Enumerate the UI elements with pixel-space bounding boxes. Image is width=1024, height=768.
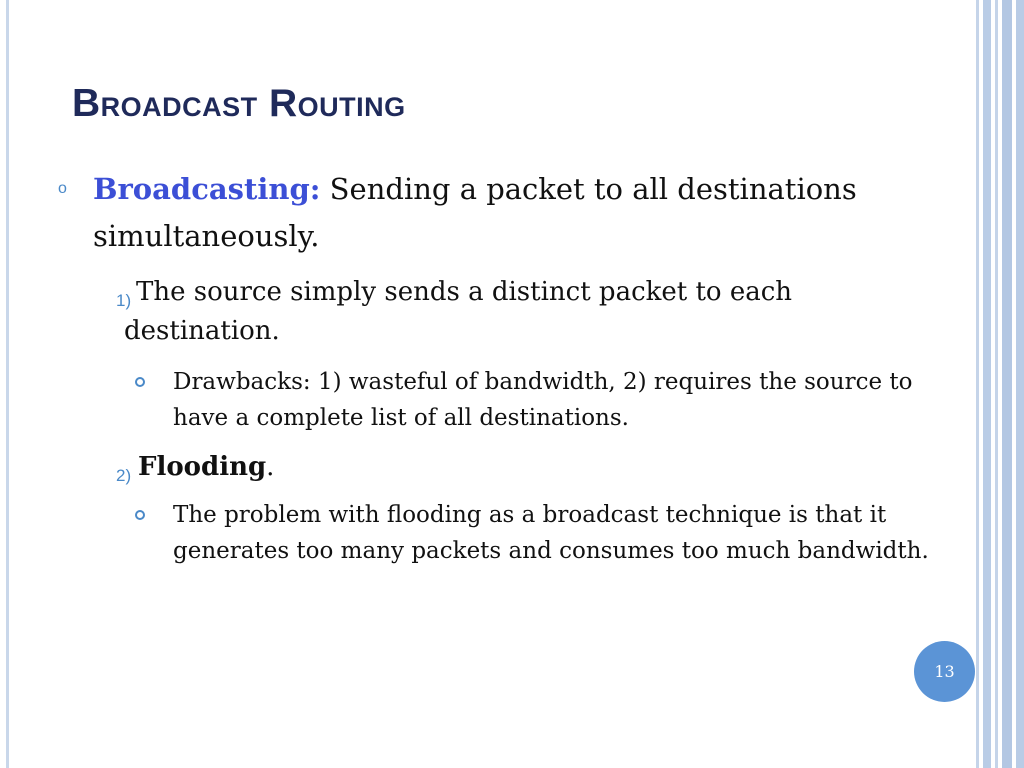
right-decor-stripe [995,0,998,768]
sub-bullet-drawbacks: Drawbacks: 1) wasteful of bandwidth, 2) requires the source to have a complete list of all destinations. [173,369,913,431]
page-number-badge: 13 [914,641,975,702]
period: . [266,452,275,482]
sub-bullet-flooding-problem: The problem with flooding as a broadcast technique is that it generates too many packets and consumes too much bandwidth. [173,502,929,564]
slide-title: Broadcast Routing [72,82,406,125]
numbered-item-2 [116,448,954,487]
ring-bullet-icon [135,377,145,387]
flooding-term: Flooding [138,452,267,482]
right-decor-stripe [983,0,991,768]
main-bullet-text: Sending a packet to all destinations simultaneously. [93,172,857,253]
item-number: 1) [116,291,132,310]
hollow-circle-bullet-icon: o [58,180,67,197]
right-decor-stripe [1016,0,1024,768]
left-border-rule [6,0,9,768]
right-decor-stripe [976,0,979,768]
numbered-item-1 [116,273,954,351]
right-decor-stripe [1002,0,1012,768]
main-bullet-point [93,166,953,260]
numbered-item-text: The source simply sends a distinct packet to each destination. [124,277,793,346]
keyword-broadcasting: Broadcasting: [93,172,321,206]
item-number: 2) [116,466,132,485]
ring-bullet-icon [135,510,145,520]
